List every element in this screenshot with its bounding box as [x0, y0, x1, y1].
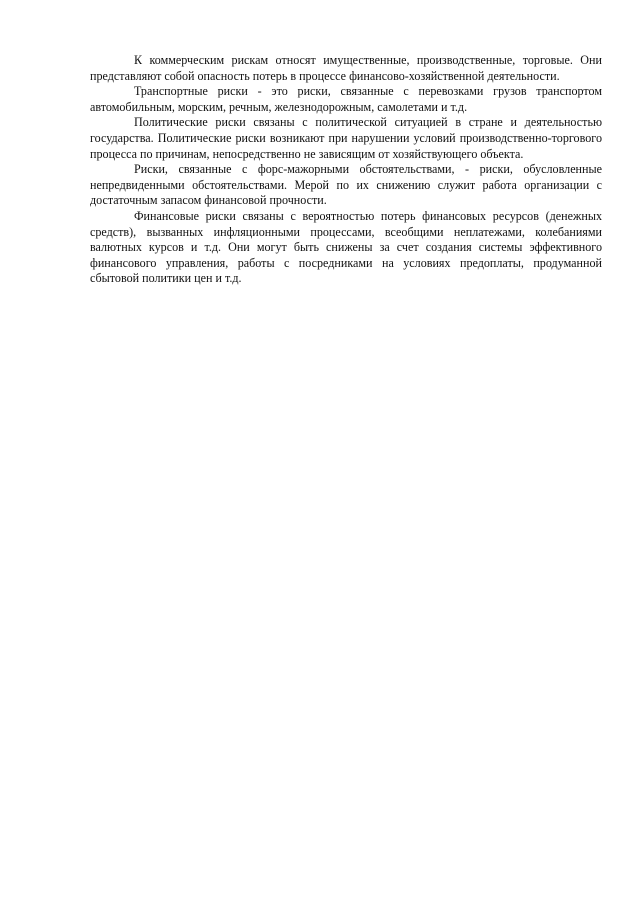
paragraph-force-majeure-risks: Риски, связанные с форс-мажорными обстоятельствами, - риски, обусловленные непредвиденными обстоятельствами. Мерой по их снижению служит работа организации с достаточным запасом финансовой прочности. [90, 162, 602, 208]
document-body [90, 53, 602, 287]
paragraph-transport-risks: Транспортные риски - это риски, связанные с перевозками грузов транспортом автомобильным, морским, речным, железнодорожным, самолетами и т.д. [90, 84, 602, 114]
paragraph-political-risks: Политические риски связаны с политической ситуацией в стране и деятельностью государства. Политические риски возникают при нарушении условий производственно-торгового процесса по причинам, непосредственно не зависящим от хозяйствующего объекта. [90, 115, 602, 161]
paragraph-commercial-risks: К коммерческим рискам относят имущественные, производственные, торговые. Они представляют собой опасность потерь в процессе финансово-хозяйственной деятельности. [90, 53, 602, 83]
paragraph-financial-risks: Финансовые риски связаны с вероятностью потерь финансовых ресурсов (денежных средств), вызванных инфляционными процессами, всеобщими неплатежами, колебаниями валютных курсов и т.д. Они могут быть снижены за счет создания системы эффективного финансового управления, работы с посредниками на условиях предоплаты, продуманной сбытовой политики цен и т.д. [90, 208, 602, 286]
